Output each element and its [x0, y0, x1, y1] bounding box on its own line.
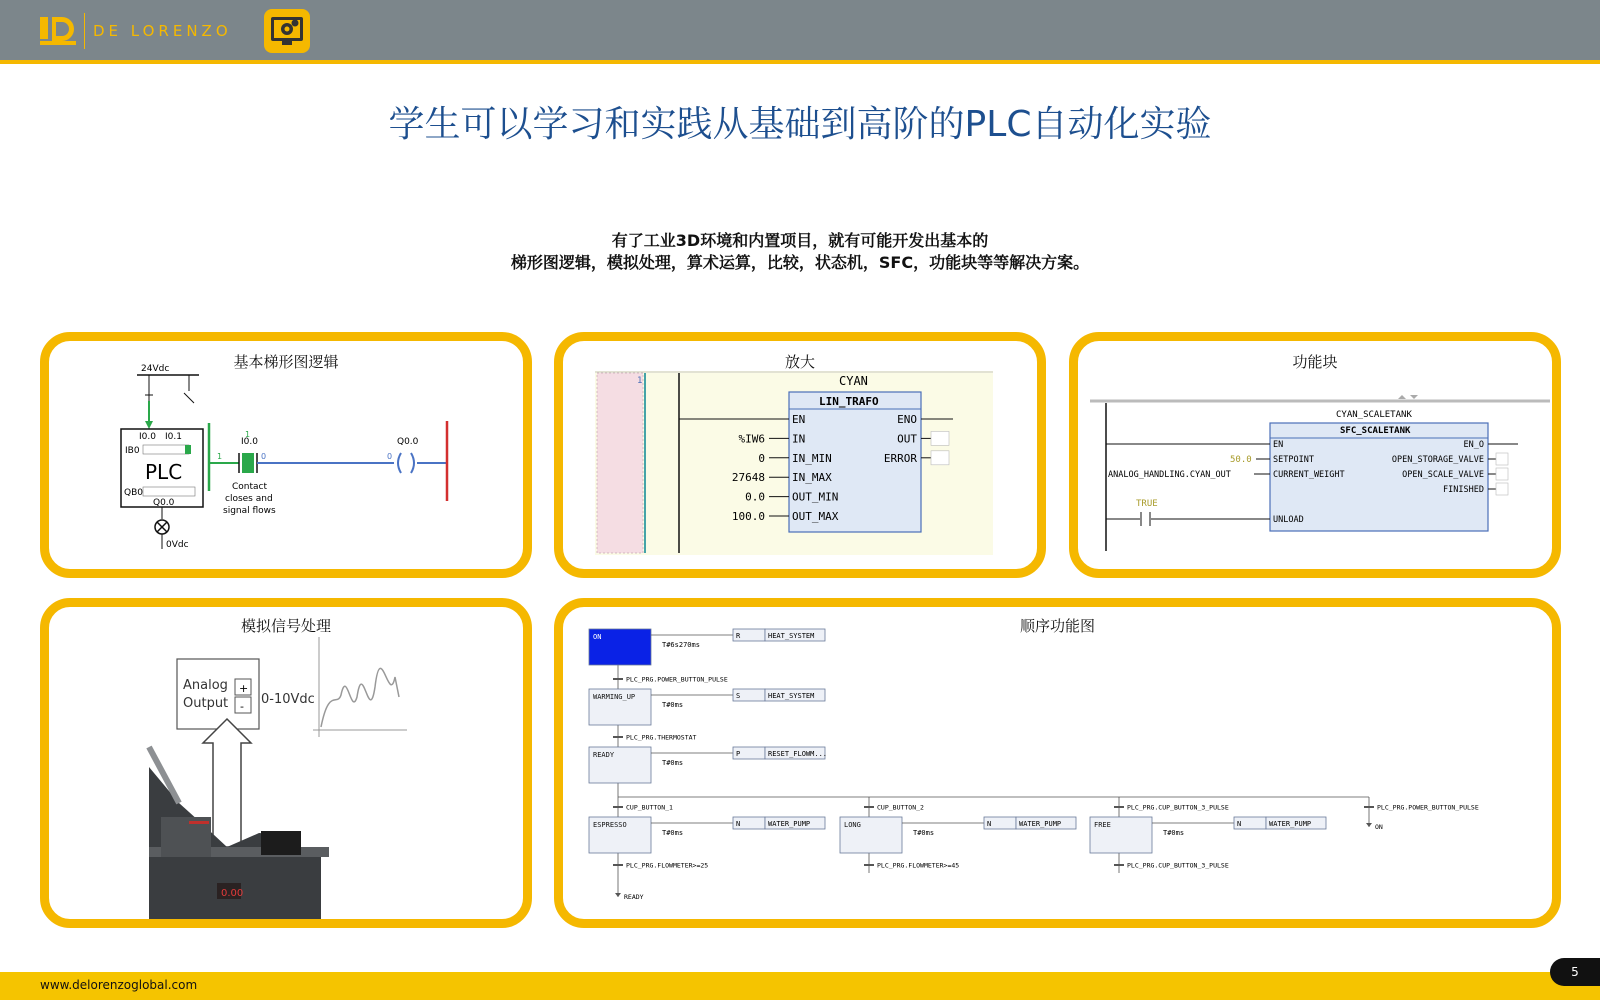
panel-title: 顺序功能图 [1019, 617, 1095, 635]
panel-function-block [1069, 332, 1561, 578]
sfc-transition-label: PLC_PRG.FLOWMETER>=25 [626, 861, 709, 870]
sfc-transition-label: PLC_PRG.POWER_BUTTON_PULSE [1377, 803, 1479, 812]
analog-box-line1: Analog [183, 678, 228, 693]
display-readout: 0.00 [221, 888, 244, 899]
sfc-diagram [563, 607, 1553, 919]
sfc-action-name: WATER_PUMP [1019, 820, 1062, 828]
lin-trafo-diagram [563, 341, 1037, 569]
sfc-step-name: ESPRESSO [593, 821, 627, 829]
brand-name: DE LORENZO [93, 22, 232, 40]
logo-mark-icon [38, 15, 78, 47]
label-coil-q00: Q0.0 [397, 437, 419, 447]
page-number: 5 [1550, 958, 1600, 986]
output-pin-label: FINISHED [1443, 485, 1484, 495]
header-accent-line [0, 60, 1600, 64]
label-i01: I0.1 [165, 432, 182, 442]
output-pin-label: ERROR [883, 451, 917, 465]
input-pin-label: CURRENT_WEIGHT [1273, 470, 1345, 480]
output-pin-label: ENO [897, 413, 917, 426]
page-title: 学生可以学习和实践从基础到高阶的PLC自动化实验 [388, 104, 1212, 145]
input-value: 0 [758, 451, 765, 465]
output-pin-label: EN_O [1463, 440, 1484, 450]
input-value: %IW6 [738, 432, 765, 446]
label-one-a: 1 [217, 452, 223, 461]
input-value: 27648 [731, 471, 765, 485]
sfc-jump-label: ON [1375, 823, 1383, 831]
output-pin-label: OPEN_SCALE_VALVE [1402, 470, 1484, 480]
scaletank-diagram [1078, 341, 1552, 569]
footer-bar [0, 972, 1600, 1000]
sfc-step-time: T#0ms [1163, 829, 1185, 837]
fb-block-name: SFC_SCALETANK [1340, 426, 1411, 436]
input-pin-label: IN_MIN [792, 451, 832, 465]
caption-contact-2: closes and [225, 494, 273, 504]
input-value: 0.0 [745, 490, 765, 504]
input-pin-label: EN [1273, 440, 1284, 450]
sfc-step-time: T#0ms [662, 701, 684, 709]
sfc-action-qualifier: S [736, 692, 741, 700]
panel-title: 放大 [784, 353, 815, 371]
analog-waveform [321, 668, 399, 727]
subtitle-line-2: 梯形图逻辑，模拟处理，算术运算，比较，状态机，SFC，功能块等等解决方案。 [510, 253, 1090, 272]
sfc-step-name: LONG [844, 821, 861, 829]
analog-diagram [49, 607, 523, 919]
range-label: 0-10Vdc [261, 692, 315, 707]
panel-sfc [554, 598, 1561, 928]
label-qb0: QB0 [124, 488, 143, 498]
sfc-jump-label: READY [624, 893, 644, 901]
input-pin-label: OUT_MAX [792, 510, 839, 523]
sfc-step-time: T#0ms [913, 829, 935, 837]
sfc-action-qualifier: R [736, 632, 741, 640]
subtitle-line-1: 有了工业3D环境和内置项目，就有可能开发出基本的 [611, 231, 989, 250]
label-zero-a: 0 [261, 452, 267, 461]
input-pin-label: IN [792, 432, 806, 446]
true-label: TRUE [1136, 499, 1158, 509]
sfc-action-name: RESET_FLOWM... [768, 750, 828, 758]
logo-separator [84, 13, 85, 49]
label-0vdc: 0Vdc [166, 540, 189, 550]
sfc-action-name: WATER_PUMP [768, 820, 811, 828]
sfc-step-time: T#6s270ms [662, 641, 700, 649]
label-i00: I0.0 [139, 432, 156, 442]
sfc-transition-label: PLC_PRG.CUP_BUTTON_3_PULSE [1127, 861, 1229, 870]
setpoint-value: 50.0 [1230, 455, 1252, 465]
ladder-diagram [49, 341, 523, 569]
sfc-action-qualifier: P [736, 750, 741, 758]
input-pin-label: SETPOINT [1273, 455, 1314, 465]
brand-logo[interactable] [38, 14, 232, 48]
fb-instance-name: CYAN [839, 374, 868, 388]
panel-title: 模拟信号处理 [240, 617, 331, 635]
input-pin-label: IN_MAX [792, 471, 832, 485]
panel-title: 功能块 [1292, 353, 1338, 371]
input-pin-label: UNLOAD [1273, 515, 1304, 525]
caption-contact-3: signal flows [223, 506, 276, 516]
analog-box-line2: Output [183, 696, 229, 711]
weight-value: ANALOG_HANDLING.CYAN_OUT [1108, 470, 1231, 480]
fb-block-name: LIN_TRAFO [819, 395, 879, 408]
sfc-action-name: HEAT_SYSTEM [768, 692, 815, 700]
page-subtitle [0, 230, 1600, 274]
caption-contact-1: Contact [232, 482, 268, 492]
sfc-step-name: ON [593, 633, 602, 641]
sfc-transition-label: PLC_PRG.POWER_BUTTON_PULSE [626, 675, 728, 684]
panel-analog [40, 598, 532, 928]
label-24vdc: 24Vdc [141, 364, 170, 374]
sfc-transition-label: CUP_BUTTON_2 [877, 803, 924, 812]
sfc-transition-label: PLC_PRG.CUP_BUTTON_3_PULSE [1127, 803, 1229, 812]
sfc-step-name: READY [593, 751, 615, 759]
sfc-action-qualifier: N [1237, 820, 1242, 828]
label-one-b: 1 [245, 430, 251, 439]
sfc-action-qualifier: N [736, 820, 741, 828]
gear-badge [264, 9, 310, 53]
label-ib0: IB0 [125, 446, 140, 456]
input-pin-label: OUT_MIN [792, 490, 839, 504]
sfc-step-time: T#0ms [662, 759, 684, 767]
panel-ladder-logic [40, 332, 532, 578]
sfc-transition-label: PLC_PRG.THERMOSTAT [626, 733, 697, 742]
sfc-action-name: WATER_PUMP [1269, 820, 1312, 828]
output-pin-label: OPEN_STORAGE_VALVE [1391, 455, 1484, 465]
label-plc: PLC [145, 460, 183, 484]
input-pin-label: EN [792, 413, 806, 426]
label-zero-b: 0 [387, 452, 393, 461]
rung-number: 1 [637, 376, 643, 386]
fb-instance-name: CYAN_SCALETANK [1336, 410, 1412, 420]
terminal-minus: - [240, 700, 244, 713]
sfc-transition-label: CUP_BUTTON_1 [626, 803, 673, 812]
panel-title: 基本梯形图逻辑 [233, 353, 339, 371]
panel-amplify [554, 332, 1046, 578]
input-value: 100.0 [731, 510, 765, 523]
label-q00-plc: Q0.0 [153, 498, 175, 508]
label-contact-i00: I0.0 [241, 437, 258, 447]
output-pin-label: OUT [897, 432, 917, 446]
sfc-transition-label: PLC_PRG.FLOWMETER>=45 [877, 861, 960, 870]
sfc-step-time: T#0ms [662, 829, 684, 837]
sfc-step-name: FREE [1094, 821, 1111, 829]
sfc-action-name: HEAT_SYSTEM [768, 632, 815, 640]
footer-url[interactable]: www.delorenzoglobal.com [40, 978, 198, 992]
terminal-plus: + [239, 682, 249, 695]
sfc-step-name: WARMING_UP [593, 693, 636, 701]
header-bar [0, 0, 1600, 60]
gear-monitor-icon [264, 9, 310, 53]
sfc-action-qualifier: N [987, 820, 992, 828]
